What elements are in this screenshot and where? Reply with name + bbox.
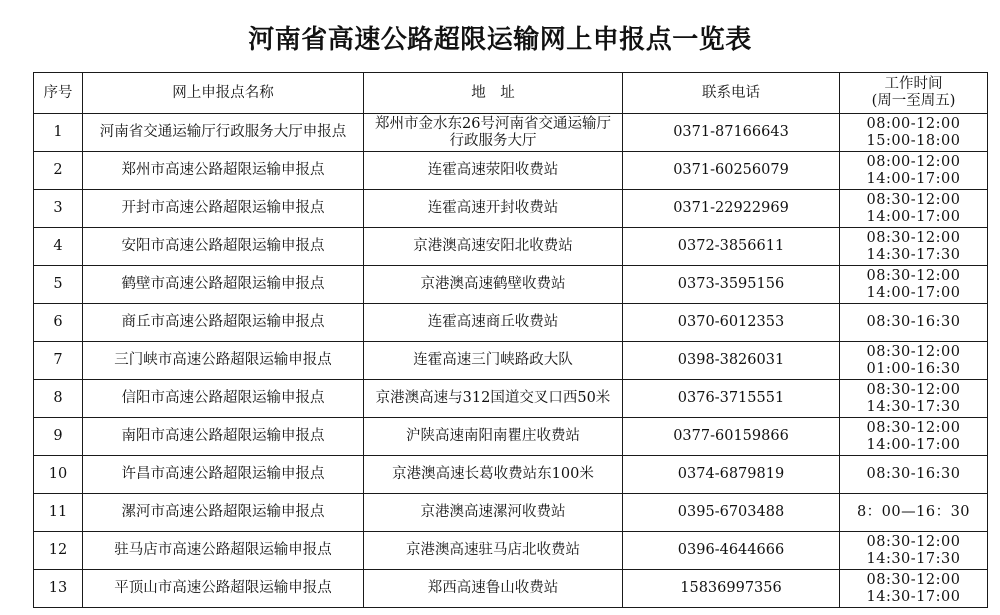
cell-address: 京港澳高速长葛收费站东100米 [364, 456, 623, 494]
cell-phone: 0373-3595156 [623, 266, 840, 304]
cell-phone: 0370-6012353 [623, 304, 840, 342]
cell-phone: 0371-60256079 [623, 152, 840, 190]
cell-name: 郑州市高速公路超限运输申报点 [83, 152, 364, 190]
cell-phone: 0395-6703488 [623, 494, 840, 532]
cell-index: 5 [34, 266, 83, 304]
header-index: 序号 [34, 73, 83, 114]
table-row [34, 190, 988, 228]
cell-hours: 08:30-12:00 14:30-17:30 [840, 532, 988, 570]
table-row [34, 228, 988, 266]
cell-address: 连霍高速荥阳收费站 [364, 152, 623, 190]
page-title: 河南省高速公路超限运输网上申报点一览表 [248, 25, 752, 55]
cell-address: 京港澳高速鹤壁收费站 [364, 266, 623, 304]
table-row [34, 304, 988, 342]
cell-index: 2 [34, 152, 83, 190]
table-row [34, 532, 988, 570]
cell-index: 12 [34, 532, 83, 570]
cell-hours: 08:30-12:00 14:00-17:00 [840, 418, 988, 456]
cell-index: 8 [34, 380, 83, 418]
cell-phone: 0398-3826031 [623, 342, 840, 380]
cell-name: 南阳市高速公路超限运输申报点 [83, 418, 364, 456]
cell-index: 13 [34, 570, 83, 608]
cell-name: 商丘市高速公路超限运输申报点 [83, 304, 364, 342]
cell-phone: 0396-4644666 [623, 532, 840, 570]
cell-address: 沪陕高速南阳南瞿庄收费站 [364, 418, 623, 456]
cell-index: 11 [34, 494, 83, 532]
cell-name: 驻马店市高速公路超限运输申报点 [83, 532, 364, 570]
cell-address: 京港澳高速漯河收费站 [364, 494, 623, 532]
cell-phone: 15836997356 [623, 570, 840, 608]
header-name: 网上申报点名称 [83, 73, 364, 114]
header-hours: 工作时间 (周一至周五) [840, 73, 988, 114]
cell-name: 漯河市高速公路超限运输申报点 [83, 494, 364, 532]
table-row [34, 418, 988, 456]
cell-hours: 08:30-12:00 14:00-17:00 [840, 266, 988, 304]
cell-hours: 08:30-12:00 01:00-16:30 [840, 342, 988, 380]
cell-phone: 0374-6879819 [623, 456, 840, 494]
cell-name: 安阳市高速公路超限运输申报点 [83, 228, 364, 266]
cell-hours: 08:30-12:00 14:30-17:00 [840, 570, 988, 608]
cell-hours: 08:30-12:00 14:30-17:30 [840, 228, 988, 266]
table-row [34, 570, 988, 608]
cell-address: 连霍高速开封收费站 [364, 190, 623, 228]
cell-phone: 0371-22922969 [623, 190, 840, 228]
header-address: 地 址 [364, 73, 623, 114]
table-row [34, 342, 988, 380]
cell-phone: 0377-60159866 [623, 418, 840, 456]
cell-hours: 08:00-12:00 14:00-17:00 [840, 152, 988, 190]
cell-address: 郑州市金水东26号河南省交通运输厅 行政服务大厅 [364, 114, 623, 152]
cell-address: 连霍高速三门峡路政大队 [364, 342, 623, 380]
cell-name: 信阳市高速公路超限运输申报点 [83, 380, 364, 418]
cell-address: 郑西高速鲁山收费站 [364, 570, 623, 608]
cell-phone: 0371-87166643 [623, 114, 840, 152]
cell-hours: 08:30-16:30 [840, 304, 988, 342]
cell-address: 京港澳高速安阳北收费站 [364, 228, 623, 266]
cell-hours: 08:30-12:00 14:00-17:00 [840, 190, 988, 228]
cell-address: 连霍高速商丘收费站 [364, 304, 623, 342]
cell-name: 河南省交通运输厅行政服务大厅申报点 [83, 114, 364, 152]
table-row [34, 494, 988, 532]
declaration-points-table [33, 72, 988, 608]
cell-index: 7 [34, 342, 83, 380]
cell-name: 开封市高速公路超限运输申报点 [83, 190, 364, 228]
cell-index: 10 [34, 456, 83, 494]
cell-hours: 08:30-16:30 [840, 456, 988, 494]
cell-name: 鹤壁市高速公路超限运输申报点 [83, 266, 364, 304]
cell-hours: 08:30-12:00 14:30-17:30 [840, 380, 988, 418]
cell-index: 3 [34, 190, 83, 228]
cell-name: 许昌市高速公路超限运输申报点 [83, 456, 364, 494]
table-header-row [34, 73, 988, 114]
cell-phone: 0376-3715551 [623, 380, 840, 418]
cell-address: 京港澳高速与312国道交叉口西50米 [364, 380, 623, 418]
table-row [34, 456, 988, 494]
cell-name: 平顶山市高速公路超限运输申报点 [83, 570, 364, 608]
table-row [34, 152, 988, 190]
table-row [34, 114, 988, 152]
cell-index: 9 [34, 418, 83, 456]
table-row [34, 380, 988, 418]
cell-index: 1 [34, 114, 83, 152]
cell-index: 6 [34, 304, 83, 342]
table-row [34, 266, 988, 304]
cell-hours: 08:00-12:00 15:00-18:00 [840, 114, 988, 152]
cell-phone: 0372-3856611 [623, 228, 840, 266]
cell-name: 三门峡市高速公路超限运输申报点 [83, 342, 364, 380]
cell-address: 京港澳高速驻马店北收费站 [364, 532, 623, 570]
cell-hours: 8：00—16：30 [840, 494, 988, 532]
cell-index: 4 [34, 228, 83, 266]
header-phone: 联系电话 [623, 73, 840, 114]
